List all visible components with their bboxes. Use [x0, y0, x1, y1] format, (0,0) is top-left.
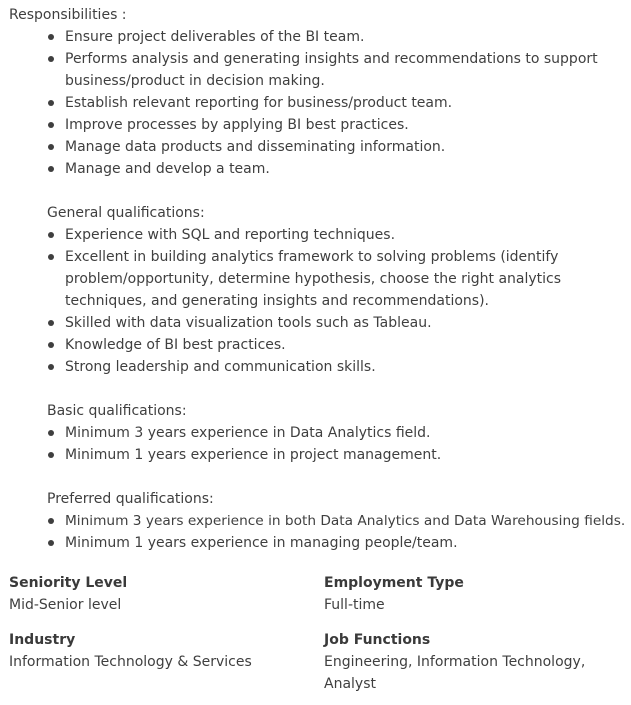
employment-type-value: Full-time — [324, 597, 385, 613]
bullet-icon — [48, 122, 54, 128]
seniority-level-label: Seniority Level — [9, 575, 128, 591]
bullet-icon — [48, 540, 54, 546]
bullet-icon — [48, 56, 54, 62]
bullet-icon — [48, 342, 54, 348]
list-item: Minimum 1 years experience in managing people/team. — [65, 535, 458, 551]
list-item: Manage and develop a team. — [65, 161, 270, 177]
list-item: Establish relevant reporting for business/product team. — [65, 95, 453, 111]
preferred-qualifications-heading: Preferred qualifications: — [47, 491, 214, 507]
list-item-continuation: business/product in decision making. — [65, 73, 325, 89]
bullet-icon — [48, 364, 54, 370]
list-item: Experience with SQL and reporting techniques. — [65, 227, 396, 243]
industry-label: Industry — [9, 632, 76, 648]
basic-qualifications-heading: Basic qualifications: — [47, 403, 187, 419]
bullet-icon — [48, 144, 54, 150]
list-item: Excellent in building analytics framework to solving problems (identify — [65, 249, 559, 265]
bullet-icon — [48, 34, 54, 40]
responsibilities-heading: Responsibilities : — [9, 7, 127, 23]
employment-type-label: Employment Type — [324, 575, 464, 591]
job-functions-label: Job Functions — [324, 632, 431, 648]
list-item: Manage data products and disseminating information. — [65, 139, 446, 155]
bullet-icon — [48, 430, 54, 436]
list-item: Minimum 1 years experience in project management. — [65, 447, 442, 463]
general-qualifications-heading: General qualifications: — [47, 205, 205, 221]
list-item: Improve processes by applying BI best practices. — [65, 117, 409, 133]
list-item-continuation: techniques, and generating insights and recommendations). — [65, 293, 490, 309]
bullet-icon — [48, 452, 54, 458]
list-item: Strong leadership and communication skills. — [65, 359, 376, 375]
list-item: Minimum 3 years experience in both Data Analytics and Data Warehousing fields. — [65, 513, 626, 529]
list-item: Minimum 3 years experience in Data Analytics field. — [65, 425, 431, 441]
list-item: Skilled with data visualization tools such as Tableau. — [65, 315, 432, 331]
bullet-icon — [48, 320, 54, 326]
bullet-icon — [48, 100, 54, 106]
bullet-icon — [48, 232, 54, 238]
bullet-icon — [48, 254, 54, 260]
seniority-level-value: Mid-Senior level — [9, 597, 122, 613]
bullet-icon — [48, 518, 54, 524]
list-item: Performs analysis and generating insights and recommendations to support — [65, 51, 598, 67]
bullet-icon — [48, 166, 54, 172]
list-item-continuation: problem/opportunity, determine hypothesis, choose the right analytics — [65, 271, 562, 287]
list-item: Ensure project deliverables of the BI team. — [65, 29, 365, 45]
industry-value: Information Technology & Services — [9, 654, 252, 670]
list-item: Knowledge of BI best practices. — [65, 337, 286, 353]
job-functions-value: Engineering, Information Technology, — [324, 654, 586, 670]
job-functions-value-continuation: Analyst — [324, 676, 376, 692]
